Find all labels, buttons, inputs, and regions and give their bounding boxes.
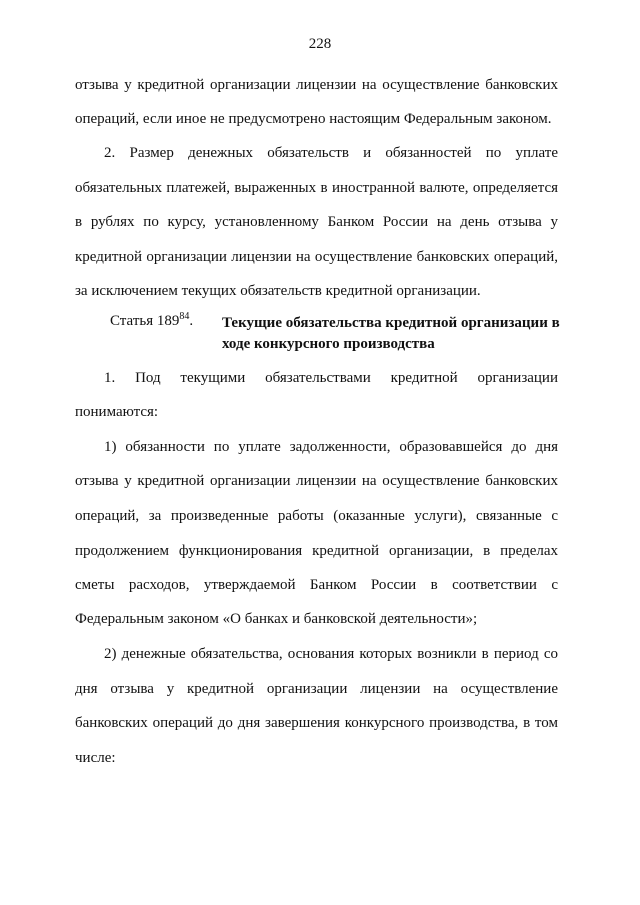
page-number: 228	[308, 36, 332, 52]
text-line: дня отзыва у кредитной организации лицензии на осуществление	[75, 681, 558, 697]
article-label-text: Статья 189	[110, 313, 180, 329]
article-title-line: ходе конкурсного производства	[222, 336, 435, 352]
text-line: понимаются:	[75, 404, 159, 420]
text-line: отзыва у кредитной организации лицензии на осуществление банковских	[75, 473, 558, 489]
article-label-suffix: .	[189, 313, 194, 329]
text-line: 2. Размер денежных обязательств и обязанностей по уплате	[104, 145, 558, 161]
text-line: обязательных платежей, выраженных в иностранной валюте, определяется	[75, 180, 558, 196]
text-line: 2) денежные обязательства, основания которых возникли в период со	[104, 646, 558, 662]
text-line: отзыва у кредитной организации лицензии на осуществление банковских	[75, 77, 558, 93]
text-line: операций, если иное не предусмотрено настоящим Федеральным законом.	[75, 111, 552, 127]
text-line: числе:	[75, 750, 116, 766]
text-line: кредитной организации лицензии на осуществление банковских операций,	[75, 249, 558, 265]
text-line: Федеральным законом «О банках и банковской деятельности»;	[75, 611, 478, 627]
text-line: операций, за произведенные работы (оказанные услуги), связанные с	[75, 508, 558, 524]
article-superscript: 84	[179, 311, 190, 322]
article-label	[110, 313, 193, 330]
text-line: за исключением текущих обязательств кредитной организации.	[75, 283, 481, 299]
text-line: сметы расходов, утверждаемой Банком России в соответствии с	[75, 577, 558, 593]
text-line: продолжением функционирования кредитной организации, в пределах	[75, 543, 558, 559]
text-line: 1. Под текущими обязательствами кредитной организации	[104, 370, 558, 386]
article-title-line: Текущие обязательства кредитной организации в	[222, 315, 560, 331]
text-line: банковских операций до дня завершения конкурсного производства, в том	[75, 715, 558, 731]
article-title	[222, 313, 562, 355]
text-line: 1) обязанности по уплате задолженности, образовавшейся до дня	[104, 439, 558, 455]
text-line: в рублях по курсу, установленному Банком России на день отзыва у	[75, 214, 558, 230]
